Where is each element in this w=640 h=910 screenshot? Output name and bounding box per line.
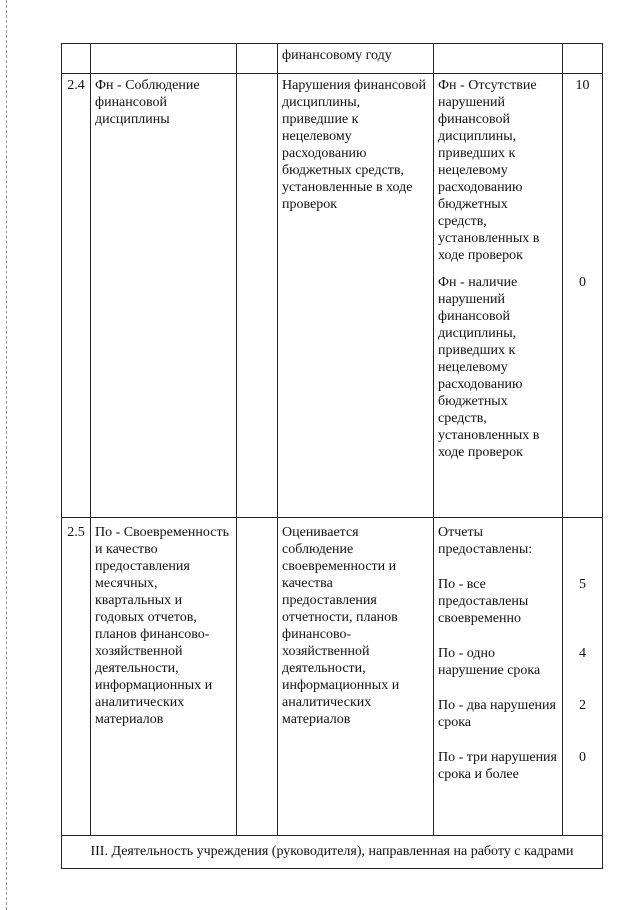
criterion-points: 2 bbox=[579, 698, 586, 713]
cell-number bbox=[62, 518, 91, 836]
criteria-intro: Отчеты предоставлены: bbox=[438, 525, 533, 557]
criterion-text: По - все предоставлены своевременно bbox=[438, 577, 529, 626]
description-text: Оценивается соблюдение своевременности и качества предоставления отчетности, планов финансово-хозяйственной деятельности, информационных и аналитических материалов bbox=[282, 525, 400, 727]
cell-indicator bbox=[91, 44, 237, 74]
row-number: 2.5 bbox=[67, 525, 85, 540]
section-header-cell bbox=[62, 836, 603, 869]
criterion-text: По - одно нарушение срока bbox=[438, 646, 541, 678]
cell-criteria bbox=[434, 74, 563, 518]
cell-description bbox=[278, 44, 434, 74]
cell-empty bbox=[237, 44, 278, 74]
criterion-points: 10 bbox=[575, 78, 590, 93]
criterion-text: Фн - наличие нарушений финансовой дисциплины, приведших к нецелевому расходованию бюджетных средств, установленных в ходе проверок bbox=[438, 275, 540, 460]
cell-number bbox=[62, 44, 91, 74]
cell-empty bbox=[237, 74, 278, 518]
cell-description bbox=[278, 518, 434, 836]
table-row-2-5 bbox=[62, 518, 603, 836]
cell-number bbox=[62, 74, 91, 518]
criterion-text: По - два нарушения срока bbox=[438, 698, 556, 730]
description-fragment: финансовому году bbox=[282, 48, 392, 63]
criterion-points: 4 bbox=[579, 646, 586, 661]
table-row-section-header bbox=[62, 836, 603, 869]
cell-criteria bbox=[434, 44, 563, 74]
indicator-text: По - Своевременность и качество предоставления месячных, квартальных и годовых отчетов, планов финансово-хозяйственной деятельности, информационных и аналитических материалов bbox=[95, 525, 229, 727]
cell-criteria bbox=[434, 518, 563, 836]
section-header-text: III. Деятельность учреждения (руководителя), направленная на работу с кадрами bbox=[90, 844, 574, 859]
cell-empty bbox=[237, 518, 278, 836]
cell-indicator bbox=[91, 518, 237, 836]
criteria-table bbox=[61, 43, 603, 869]
criterion-points: 0 bbox=[579, 750, 586, 765]
indicator-text: Фн - Соблюдение финансовой дисциплины bbox=[95, 78, 200, 127]
cell-points bbox=[563, 44, 603, 74]
criterion-text: Фн - Отсутствие нарушений финансовой дисциплины, приведших к нецелевому расходованию бюджетных средств, установленных в ходе проверок bbox=[438, 78, 540, 263]
binding-margin-line bbox=[6, 0, 7, 910]
cell-description bbox=[278, 74, 434, 518]
table-row-continuation bbox=[62, 44, 603, 74]
cell-indicator bbox=[91, 74, 237, 518]
cell-points bbox=[563, 518, 603, 836]
table-row-2-4 bbox=[62, 74, 603, 518]
criterion-points: 5 bbox=[579, 577, 586, 592]
row-number: 2.4 bbox=[67, 78, 85, 93]
cell-points bbox=[563, 74, 603, 518]
criterion-points: 0 bbox=[579, 275, 586, 290]
criterion-text: По - три нарушения срока и более bbox=[438, 750, 557, 782]
description-text: Нарушения финансовой дисциплины, приведшие к нецелевому расходованию бюджетных средств, установленные в ходе проверок bbox=[282, 78, 427, 212]
